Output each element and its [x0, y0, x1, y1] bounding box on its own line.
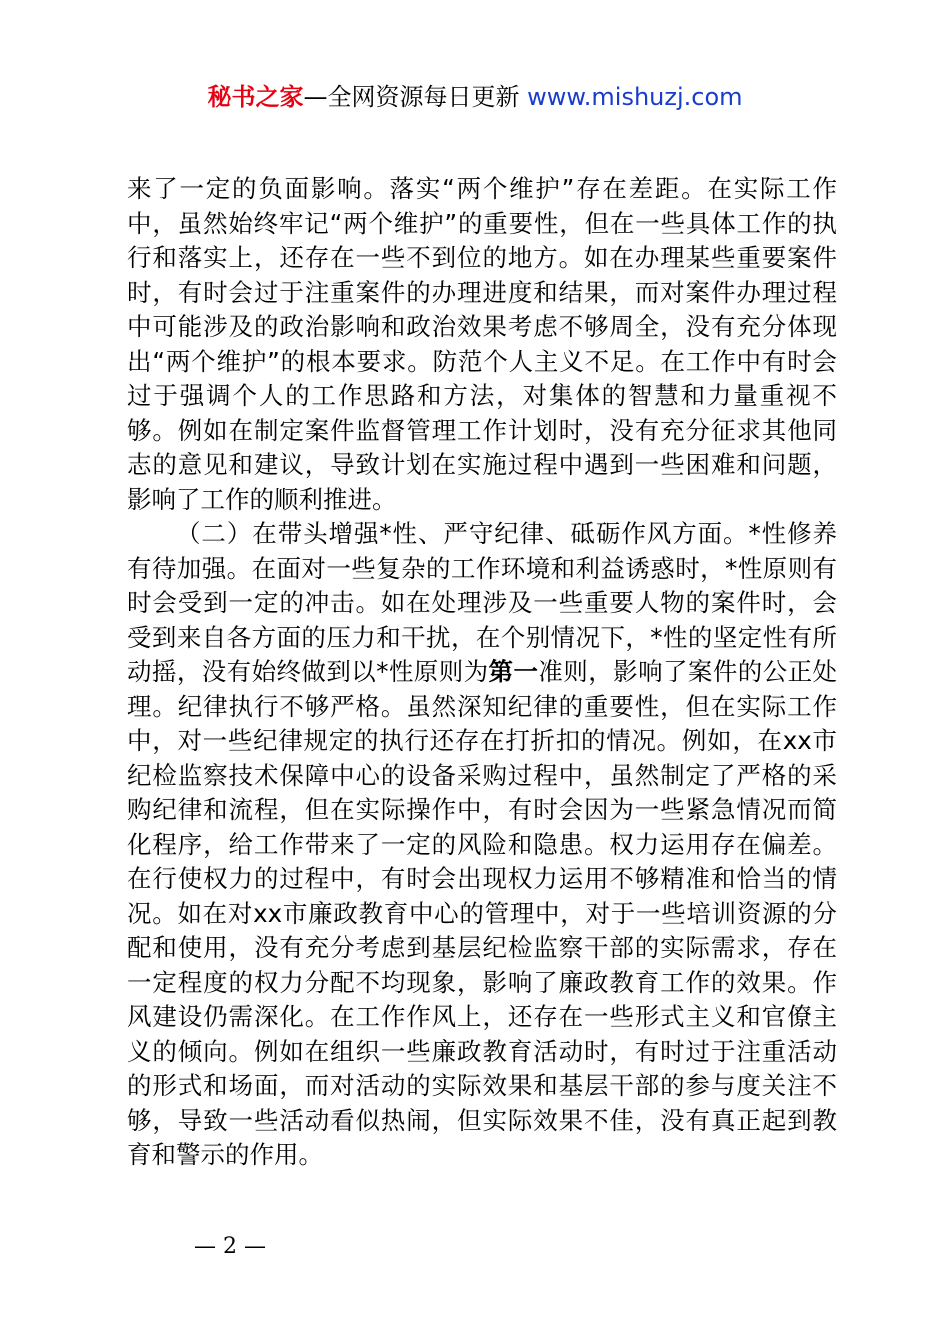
paragraph-1: 来了一定的负面影响。落实“两个维护”存在差距。在实际工作中，虽然始终牢记“两个维护”的重要性，但在一些具体工作的执行和落实上，还存在一些不到位的地方。如在办理某些重要案件时，有时会过于注重案件的办理进度和结果，而对案件办理过程中可能涉及的政治影响和政治效果考虑不够周全，没有充分体现出“两个维护”的根本要求。防范个人主义不足。在工作中有时会过于强调个人的工作思路和方法，对集体的智慧和力量重视不够。例如在制定案件监督管理工作计划时，没有充分征求其他同志的意见和建议，导致计划在实施过程中遇到一些困难和问题，影响了工作的顺利推进。	[127, 174, 837, 514]
document-body	[127, 172, 837, 1173]
site-url[interactable]: www.mishuzj.com	[527, 83, 743, 111]
paragraph-2-text-a: （二）在带头增强*性、严守纪律、砥砺作风方面。*性修养有待加强。在面对一些复杂的工作环境和利益诱惑时，*性原则有时会受到一定的冲击。如在处理涉及一些重要人物的案件时，会受到来自各方面的压力和干扰，在个别情况下，*性的坚定性有所动摇，没有始终做到以*性原则为	[127, 519, 837, 686]
header-tagline: —全网资源每日更新	[303, 83, 528, 111]
paragraph-2	[127, 517, 837, 1173]
paragraph-2-text-b: 准则，影响了案件的公正处理。纪律执行不够严格。虽然深知纪律的重要性，但在实际工作中，对一些纪律规定的执行还存在打折扣的情况。例如，在xx市纪检监察技术保障中心的设备采购过程中，虽然制定了严格的采购纪律和流程，但在实际操作中，有时会因为一些紧急情况而简化程序，给工作带来了一定的风险和隐患。权力运用存在偏差。在行使权力的过程中，有时会出现权力运用不够精准和恰当的情况。如在对xx市廉政教育中心的管理中，对于一些培训资源的分配和使用，没有充分考虑到基层纪检监察干部的实际需求，存在一定程度的权力分配不均现象，影响了廉政教育工作的效果。作风建设仍需深化。在工作作风上，还存在一些形式主义和官僚主义的倾向。例如在组织一些廉政教育活动时，有时过于注重活动的形式和场面，而对活动的实际效果和基层干部的参与度关注不够，导致一些活动看似热闹，但实际效果不佳，没有真正起到教育和警示的作用。	[127, 657, 838, 1169]
page-header	[0, 80, 950, 114]
page-number: — 2 —	[194, 1234, 266, 1259]
paragraph-2-bold: 第一	[488, 657, 539, 686]
brand-name: 秘书之家	[207, 83, 304, 111]
